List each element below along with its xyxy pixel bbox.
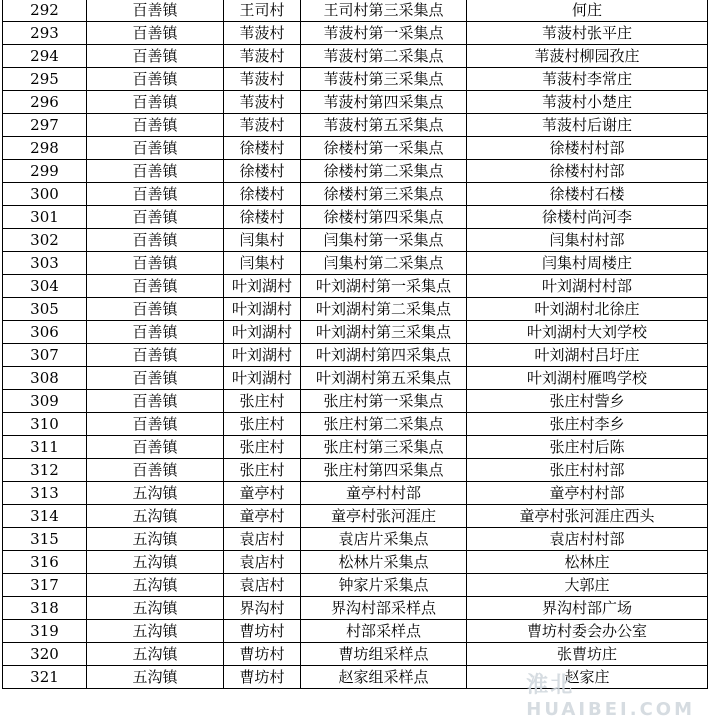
collection-point-cell: 叶刘湖村第三采集点 (301, 321, 467, 344)
table-row (3, 229, 708, 252)
location-cell: 张庄村村部 (467, 459, 708, 482)
town-cell: 百善镇 (87, 91, 224, 114)
collection-point-cell: 徐楼村第三采集点 (301, 183, 467, 206)
table-row (3, 275, 708, 298)
location-cell: 叶刘湖村北徐庄 (467, 298, 708, 321)
collection-point-cell: 叶刘湖村第五采集点 (301, 367, 467, 390)
row-number-cell: 292 (3, 0, 87, 22)
table-row (3, 252, 708, 275)
location-cell: 苇菠村张平庄 (467, 22, 708, 45)
collection-points-table (2, 0, 708, 689)
table-row (3, 0, 708, 22)
location-cell: 赵家庄 (467, 666, 708, 689)
collection-point-cell: 徐楼村第一采集点 (301, 137, 467, 160)
village-cell: 叶刘湖村 (224, 275, 301, 298)
row-number-cell: 317 (3, 574, 87, 597)
collection-point-cell: 苇菠村第四采集点 (301, 91, 467, 114)
table-row (3, 505, 708, 528)
location-cell: 徐楼村村部 (467, 137, 708, 160)
town-cell: 百善镇 (87, 367, 224, 390)
village-cell: 叶刘湖村 (224, 344, 301, 367)
table-row (3, 620, 708, 643)
table-row (3, 367, 708, 390)
table-row (3, 459, 708, 482)
location-cell: 苇菠村李常庄 (467, 68, 708, 91)
location-cell: 徐楼村尚河李 (467, 206, 708, 229)
village-cell: 苇菠村 (224, 68, 301, 91)
table-row (3, 206, 708, 229)
location-cell: 张曹坊庄 (467, 643, 708, 666)
town-cell: 百善镇 (87, 413, 224, 436)
location-cell: 何庄 (467, 0, 708, 22)
row-number-cell: 310 (3, 413, 87, 436)
collection-point-cell: 徐楼村第二采集点 (301, 160, 467, 183)
village-cell: 叶刘湖村 (224, 298, 301, 321)
town-cell: 百善镇 (87, 298, 224, 321)
collection-point-cell: 张庄村第一采集点 (301, 390, 467, 413)
table-row (3, 482, 708, 505)
row-number-cell: 313 (3, 482, 87, 505)
collection-point-cell: 松林片采集点 (301, 551, 467, 574)
village-cell: 徐楼村 (224, 137, 301, 160)
row-number-cell: 314 (3, 505, 87, 528)
collection-point-cell: 闫集村第一采集点 (301, 229, 467, 252)
table-row (3, 114, 708, 137)
village-cell: 曹坊村 (224, 643, 301, 666)
village-cell: 袁店村 (224, 528, 301, 551)
town-cell: 百善镇 (87, 459, 224, 482)
town-cell: 百善镇 (87, 160, 224, 183)
row-number-cell: 296 (3, 91, 87, 114)
row-number-cell: 299 (3, 160, 87, 183)
collection-point-cell: 闫集村第二采集点 (301, 252, 467, 275)
watermark-logo: 淮北 HUAIBEI.COM (526, 673, 695, 720)
table-row (3, 413, 708, 436)
village-cell: 曹坊村 (224, 666, 301, 689)
village-cell: 徐楼村 (224, 160, 301, 183)
row-number-cell: 315 (3, 528, 87, 551)
row-number-cell: 308 (3, 367, 87, 390)
collection-point-cell: 袁店片采集点 (301, 528, 467, 551)
row-number-cell: 312 (3, 459, 87, 482)
collection-point-cell: 曹坊组采样点 (301, 643, 467, 666)
collection-point-cell: 苇菠村第五采集点 (301, 114, 467, 137)
row-number-cell: 320 (3, 643, 87, 666)
row-number-cell: 316 (3, 551, 87, 574)
town-cell: 百善镇 (87, 45, 224, 68)
village-cell: 王司村 (224, 0, 301, 22)
location-cell: 界沟村部广场 (467, 597, 708, 620)
location-cell: 徐楼村村部 (467, 160, 708, 183)
row-number-cell: 293 (3, 22, 87, 45)
row-number-cell: 304 (3, 275, 87, 298)
location-cell: 袁店村村部 (467, 528, 708, 551)
town-cell: 百善镇 (87, 68, 224, 91)
collection-point-cell: 叶刘湖村第二采集点 (301, 298, 467, 321)
row-number-cell: 309 (3, 390, 87, 413)
village-cell: 张庄村 (224, 413, 301, 436)
town-cell: 五沟镇 (87, 666, 224, 689)
location-cell: 苇菠村小楚庄 (467, 91, 708, 114)
town-cell: 五沟镇 (87, 482, 224, 505)
village-cell: 苇菠村 (224, 22, 301, 45)
row-number-cell: 321 (3, 666, 87, 689)
village-cell: 童亭村 (224, 505, 301, 528)
town-cell: 五沟镇 (87, 643, 224, 666)
row-number-cell: 319 (3, 620, 87, 643)
collection-point-cell: 童亭村张河涯庄 (301, 505, 467, 528)
village-cell: 苇菠村 (224, 45, 301, 68)
location-cell: 叶刘湖村村部 (467, 275, 708, 298)
town-cell: 五沟镇 (87, 551, 224, 574)
table-row (3, 436, 708, 459)
village-cell: 闫集村 (224, 229, 301, 252)
town-cell: 五沟镇 (87, 620, 224, 643)
town-cell: 五沟镇 (87, 528, 224, 551)
town-cell: 百善镇 (87, 275, 224, 298)
table-row (3, 551, 708, 574)
location-cell: 闫集村周楼庄 (467, 252, 708, 275)
table-row (3, 183, 708, 206)
village-cell: 张庄村 (224, 390, 301, 413)
location-cell: 叶刘湖村雁鸣学校 (467, 367, 708, 390)
table-row (3, 643, 708, 666)
row-number-cell: 294 (3, 45, 87, 68)
village-cell: 叶刘湖村 (224, 367, 301, 390)
row-number-cell: 318 (3, 597, 87, 620)
row-number-cell: 295 (3, 68, 87, 91)
location-cell: 张庄村后陈 (467, 436, 708, 459)
village-cell: 张庄村 (224, 436, 301, 459)
collection-point-cell: 钟家片采集点 (301, 574, 467, 597)
collection-point-cell: 张庄村第四采集点 (301, 459, 467, 482)
town-cell: 百善镇 (87, 390, 224, 413)
town-cell: 五沟镇 (87, 574, 224, 597)
row-number-cell: 306 (3, 321, 87, 344)
table-row (3, 298, 708, 321)
village-cell: 童亭村 (224, 482, 301, 505)
village-cell: 苇菠村 (224, 91, 301, 114)
location-cell: 曹坊村委会办公室 (467, 620, 708, 643)
collection-point-cell: 村部采样点 (301, 620, 467, 643)
row-number-cell: 307 (3, 344, 87, 367)
town-cell: 百善镇 (87, 252, 224, 275)
location-cell: 童亭村村部 (467, 482, 708, 505)
village-cell: 徐楼村 (224, 183, 301, 206)
town-cell: 百善镇 (87, 0, 224, 22)
town-cell: 百善镇 (87, 183, 224, 206)
row-number-cell: 303 (3, 252, 87, 275)
collection-point-cell: 张庄村第三采集点 (301, 436, 467, 459)
table-row (3, 91, 708, 114)
village-cell: 袁店村 (224, 551, 301, 574)
town-cell: 百善镇 (87, 436, 224, 459)
collection-point-cell: 叶刘湖村第一采集点 (301, 275, 467, 298)
row-number-cell: 300 (3, 183, 87, 206)
village-cell: 闫集村 (224, 252, 301, 275)
location-cell: 张庄村李乡 (467, 413, 708, 436)
location-cell: 张庄村訾乡 (467, 390, 708, 413)
collection-point-cell: 徐楼村第四采集点 (301, 206, 467, 229)
row-number-cell: 305 (3, 298, 87, 321)
town-cell: 五沟镇 (87, 505, 224, 528)
town-cell: 百善镇 (87, 321, 224, 344)
location-cell: 苇菠村后谢庄 (467, 114, 708, 137)
row-number-cell: 298 (3, 137, 87, 160)
collection-point-cell: 张庄村第二采集点 (301, 413, 467, 436)
village-cell: 界沟村 (224, 597, 301, 620)
row-number-cell: 302 (3, 229, 87, 252)
collection-point-cell: 界沟村部采样点 (301, 597, 467, 620)
table-row (3, 344, 708, 367)
town-cell: 百善镇 (87, 22, 224, 45)
town-cell: 百善镇 (87, 344, 224, 367)
table-row (3, 321, 708, 344)
collection-point-cell: 赵家组采样点 (301, 666, 467, 689)
table-row (3, 597, 708, 620)
row-number-cell: 301 (3, 206, 87, 229)
table-row (3, 68, 708, 91)
table-row (3, 160, 708, 183)
town-cell: 百善镇 (87, 229, 224, 252)
collection-point-cell: 叶刘湖村第四采集点 (301, 344, 467, 367)
table-row (3, 22, 708, 45)
row-number-cell: 311 (3, 436, 87, 459)
town-cell: 百善镇 (87, 206, 224, 229)
table-row (3, 528, 708, 551)
village-cell: 袁店村 (224, 574, 301, 597)
row-number-cell: 297 (3, 114, 87, 137)
village-cell: 张庄村 (224, 459, 301, 482)
collection-point-cell: 苇菠村第三采集点 (301, 68, 467, 91)
table-body (3, 0, 708, 689)
collection-point-cell: 苇菠村第二采集点 (301, 45, 467, 68)
collection-point-cell: 苇菠村第一采集点 (301, 22, 467, 45)
location-cell: 松林庄 (467, 551, 708, 574)
village-cell: 徐楼村 (224, 206, 301, 229)
location-cell: 叶刘湖村大刘学校 (467, 321, 708, 344)
town-cell: 五沟镇 (87, 597, 224, 620)
collection-point-cell: 童亭村村部 (301, 482, 467, 505)
town-cell: 百善镇 (87, 137, 224, 160)
village-cell: 叶刘湖村 (224, 321, 301, 344)
location-cell: 徐楼村石楼 (467, 183, 708, 206)
village-cell: 曹坊村 (224, 620, 301, 643)
village-cell: 苇菠村 (224, 114, 301, 137)
table-row (3, 390, 708, 413)
table-row (3, 574, 708, 597)
town-cell: 百善镇 (87, 114, 224, 137)
table-row (3, 45, 708, 68)
collection-point-cell: 王司村第三采集点 (301, 0, 467, 22)
location-cell: 大郭庄 (467, 574, 708, 597)
location-cell: 闫集村村部 (467, 229, 708, 252)
table-row (3, 137, 708, 160)
location-cell: 苇菠村柳园孜庄 (467, 45, 708, 68)
location-cell: 叶刘湖村吕圩庄 (467, 344, 708, 367)
location-cell: 童亭村张河涯庄西头 (467, 505, 708, 528)
